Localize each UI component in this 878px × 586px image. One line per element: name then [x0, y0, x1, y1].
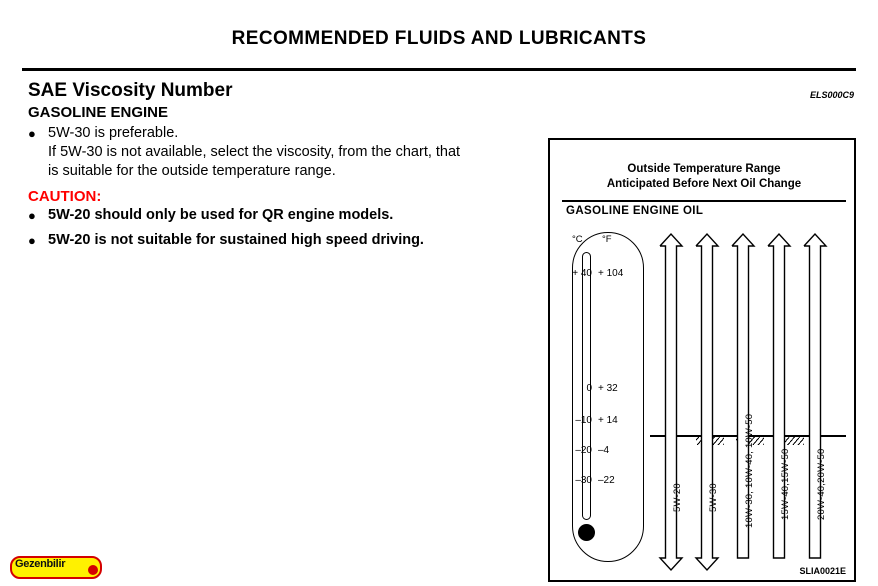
axis-tick: [550, 383, 626, 395]
tick-label-fahrenheit: + 14: [598, 415, 618, 426]
chart-divider: [562, 200, 846, 202]
chart-title-line-2: Anticipated Before Next Oil Change: [606, 178, 802, 190]
tick-label-fahrenheit: + 32: [598, 383, 618, 394]
bullet-line: is suitable for the outside temperature range.: [48, 163, 336, 179]
chart-title: [564, 162, 844, 192]
chart-subtitle: GASOLINE ENGINE OIL: [566, 205, 704, 217]
axis-tick: [550, 475, 626, 487]
range-bar-label: 5W-30: [708, 483, 719, 512]
page-title: RECOMMENDED FLUIDS AND LUBRICANTS: [231, 28, 647, 49]
tick-label-celsius: + 40: [572, 268, 592, 279]
caution-text: 5W-20 should only be used for QR engine models.: [48, 207, 394, 223]
range-bar-label: 5W-20: [672, 483, 683, 512]
section-heading: SAE Viscosity Number: [28, 80, 233, 101]
axis-tick: [550, 445, 626, 457]
axis-unit-fahrenheit: °F: [602, 234, 612, 245]
tick-label-celsius: –30: [575, 475, 592, 486]
document-code: ELS000C9: [809, 90, 854, 100]
caution-item-1: [28, 206, 548, 227]
bullet-dot-icon: ●: [28, 126, 36, 141]
bullet-line: If 5W-30 is not available, select the viscosity, from the chart, that: [48, 144, 461, 160]
bullet-dot-icon: ●: [28, 208, 36, 223]
watermark-logo: [10, 554, 106, 580]
caution-item-2: [28, 231, 548, 252]
axis-unit-celsius: °C: [572, 234, 583, 245]
chart-title-line-1: Outside Temperature Range: [627, 163, 781, 175]
header-divider: [22, 68, 856, 71]
list-item: [28, 206, 548, 225]
axis-tick: [550, 415, 626, 427]
viscosity-chart-panel: [548, 138, 856, 582]
range-bar-label: 20W-40,20W-50: [816, 448, 827, 520]
bullet-list-preferable: [28, 124, 548, 183]
tick-label-fahrenheit: –4: [598, 445, 610, 456]
range-bar-label: 15W-40,15W-50: [780, 448, 791, 520]
bullet-dot-icon: ●: [28, 233, 36, 248]
range-bar-20w: [798, 232, 832, 572]
bullet-line: 5W-30 is preferable.: [48, 125, 179, 141]
caution-text: 5W-20 is not suitable for sustained high speed driving.: [48, 232, 424, 248]
range-bar-label: 10W-30, 10W-40, 10W-50: [744, 413, 755, 528]
list-item: [28, 231, 548, 250]
range-bar-5w20: [654, 232, 688, 572]
watermark-dot-icon: [88, 565, 98, 575]
section-sub-heading: GASOLINE ENGINE: [28, 104, 169, 121]
figure-code: SLIA0021E: [799, 566, 846, 576]
thermometer-bulb: [578, 524, 595, 541]
caution-label: CAUTION:: [28, 188, 102, 205]
bullet-paragraph: [48, 124, 460, 181]
tick-label-fahrenheit: –22: [598, 475, 615, 486]
tick-label-fahrenheit: + 104: [598, 268, 624, 279]
axis-tick: [550, 268, 626, 280]
tick-label-celsius: 0: [586, 383, 592, 394]
list-item: [28, 124, 548, 181]
tick-label-celsius: –10: [575, 415, 592, 426]
viscosity-range-arrows: [650, 232, 846, 572]
tick-label-celsius: –20: [575, 445, 592, 456]
range-bar-5w30: [690, 232, 724, 572]
range-bar-15w: [762, 232, 796, 572]
watermark-text: Gezenbilir: [15, 558, 66, 570]
